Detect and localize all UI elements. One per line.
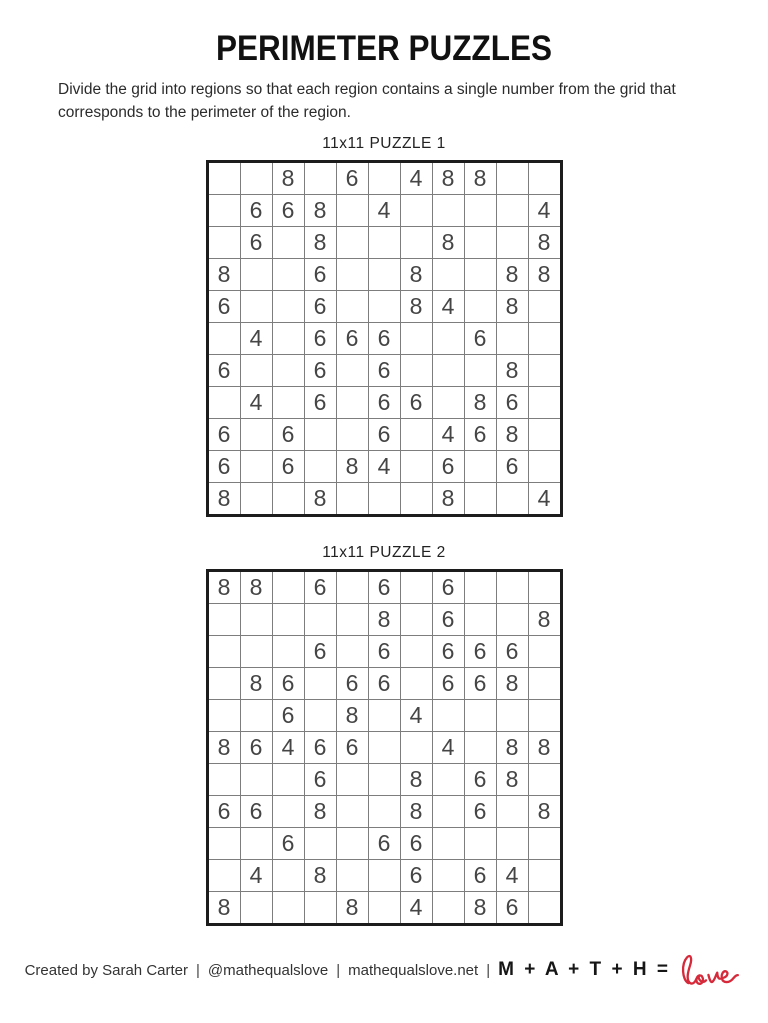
grid-cell-number: 6 <box>464 860 496 892</box>
grid-cell-empty <box>368 764 400 796</box>
grid-cell-empty <box>432 387 464 419</box>
grid-cell-empty <box>304 892 336 925</box>
grid-cell-number: 4 <box>272 732 304 764</box>
grid-cell-number: 8 <box>207 483 240 516</box>
grid-cell-empty <box>496 195 528 227</box>
grid-cell-number: 6 <box>304 764 336 796</box>
grid-cell-empty <box>400 571 432 604</box>
grid-cell-number: 8 <box>400 291 432 323</box>
grid-cell-number: 6 <box>432 451 464 483</box>
grid-cell-number: 4 <box>368 195 400 227</box>
grid-row <box>207 636 561 668</box>
grid-cell-empty <box>207 860 240 892</box>
puzzle-2-section <box>0 544 768 926</box>
grid-cell-empty <box>400 227 432 259</box>
grid-cell-number: 8 <box>496 419 528 451</box>
grid-cell-empty <box>272 860 304 892</box>
grid-cell-number: 6 <box>304 291 336 323</box>
grid-cell-empty <box>432 355 464 387</box>
grid-cell-number: 8 <box>207 892 240 925</box>
grid-cell-number: 8 <box>400 764 432 796</box>
grid-cell-empty <box>432 828 464 860</box>
separator: | <box>336 961 341 979</box>
grid-cell-number: 6 <box>240 732 272 764</box>
grid-cell-number: 8 <box>400 796 432 828</box>
grid-cell-number: 4 <box>400 700 432 732</box>
grid-cell-number: 6 <box>336 162 368 195</box>
grid-row <box>207 892 561 925</box>
grid-cell-number: 6 <box>432 636 464 668</box>
grid-cell-empty <box>400 668 432 700</box>
grid-cell-number: 6 <box>432 668 464 700</box>
grid-cell-number: 6 <box>304 323 336 355</box>
grid-cell-number: 8 <box>464 162 496 195</box>
grid-cell-empty <box>528 571 561 604</box>
grid-cell-empty <box>528 860 561 892</box>
grid-cell-number: 6 <box>207 291 240 323</box>
grid-cell-number: 4 <box>240 323 272 355</box>
grid-cell-number: 6 <box>272 700 304 732</box>
footer-credit-line <box>0 947 768 993</box>
grid-cell-number: 8 <box>304 195 336 227</box>
grid-cell-empty <box>400 451 432 483</box>
grid-cell-empty <box>336 604 368 636</box>
grid-cell-number: 6 <box>400 387 432 419</box>
grid-cell-number: 6 <box>368 387 400 419</box>
grid-cell-empty <box>207 700 240 732</box>
grid-cell-empty <box>496 604 528 636</box>
grid-cell-number: 8 <box>336 451 368 483</box>
grid-cell-number: 6 <box>304 387 336 419</box>
grid-cell-empty <box>400 732 432 764</box>
grid-row <box>207 387 561 419</box>
grid-cell-number: 8 <box>240 668 272 700</box>
grid-cell-number: 6 <box>432 604 464 636</box>
grid-cell-empty <box>240 828 272 860</box>
grid-row <box>207 483 561 516</box>
grid-cell-empty <box>272 796 304 828</box>
grid-cell-empty <box>207 828 240 860</box>
grid-cell-number: 8 <box>207 571 240 604</box>
grid-row <box>207 796 561 828</box>
grid-cell-empty <box>336 419 368 451</box>
grid-cell-number: 6 <box>368 636 400 668</box>
grid-cell-number: 6 <box>304 636 336 668</box>
grid-cell-number: 6 <box>240 195 272 227</box>
grid-row <box>207 259 561 291</box>
grid-cell-empty <box>368 162 400 195</box>
grid-cell-empty <box>368 227 400 259</box>
grid-cell-empty <box>496 796 528 828</box>
grid-cell-empty <box>336 764 368 796</box>
grid-cell-number: 6 <box>207 451 240 483</box>
grid-cell-number: 8 <box>528 604 561 636</box>
grid-cell-empty <box>207 323 240 355</box>
grid-cell-empty <box>464 259 496 291</box>
grid-cell-empty <box>336 387 368 419</box>
grid-cell-number: 8 <box>432 227 464 259</box>
grid-cell-number: 6 <box>207 796 240 828</box>
grid-cell-empty <box>464 483 496 516</box>
social-handle: @mathequalslove <box>207 961 329 979</box>
grid-cell-empty <box>432 259 464 291</box>
grid-cell-empty <box>336 355 368 387</box>
grid-cell-number: 6 <box>304 571 336 604</box>
grid-cell-empty <box>496 323 528 355</box>
grid-cell-number: 6 <box>336 732 368 764</box>
grid-cell-number: 8 <box>368 604 400 636</box>
grid-row <box>207 419 561 451</box>
grid-row <box>207 323 561 355</box>
grid-cell-number: 6 <box>272 668 304 700</box>
grid-cell-empty <box>528 419 561 451</box>
grid-cell-number: 6 <box>368 828 400 860</box>
grid-cell-number: 6 <box>464 796 496 828</box>
grid-cell-empty <box>464 227 496 259</box>
grid-cell-empty <box>464 828 496 860</box>
grid-cell-empty <box>464 195 496 227</box>
grid-cell-number: 4 <box>368 451 400 483</box>
grid-cell-number: 6 <box>400 828 432 860</box>
grid-cell-empty <box>400 195 432 227</box>
grid-cell-number: 8 <box>528 227 561 259</box>
grid-cell-empty <box>336 259 368 291</box>
love-letter-o <box>697 975 707 984</box>
grid-cell-empty <box>272 571 304 604</box>
puzzle-1-grid <box>206 160 563 517</box>
grid-cell-empty <box>207 636 240 668</box>
separator: | <box>486 961 491 979</box>
grid-cell-empty <box>368 860 400 892</box>
grid-cell-number: 6 <box>368 668 400 700</box>
grid-cell-empty <box>272 764 304 796</box>
grid-row <box>207 764 561 796</box>
grid-row <box>207 195 561 227</box>
grid-cell-number: 6 <box>464 323 496 355</box>
grid-cell-empty <box>400 323 432 355</box>
grid-row <box>207 604 561 636</box>
instructions-text: Divide the grid into regions so that each region contains a single number from the grid that corresponds to the perimeter of the region. <box>58 80 676 121</box>
math-equals-love-equation: M + A + T + H = <box>498 959 671 980</box>
grid-cell-empty <box>528 700 561 732</box>
grid-cell-number: 6 <box>272 451 304 483</box>
grid-cell-empty <box>528 828 561 860</box>
credit-text: Created by Sarah Carter <box>24 961 188 979</box>
grid-cell-empty <box>496 227 528 259</box>
grid-cell-empty <box>336 483 368 516</box>
grid-cell-number: 6 <box>272 195 304 227</box>
grid-cell-number: 6 <box>368 355 400 387</box>
love-letter-l <box>683 956 697 984</box>
grid-cell-empty <box>368 483 400 516</box>
grid-cell-empty <box>464 604 496 636</box>
grid-cell-number: 8 <box>528 732 561 764</box>
grid-cell-number: 6 <box>336 668 368 700</box>
grid-cell-empty <box>272 355 304 387</box>
grid-cell-number: 4 <box>240 860 272 892</box>
grid-row <box>207 162 561 195</box>
grid-cell-number: 6 <box>207 419 240 451</box>
grid-cell-number: 6 <box>496 636 528 668</box>
grid-cell-number: 8 <box>496 764 528 796</box>
grid-cell-number: 6 <box>368 323 400 355</box>
grid-cell-empty <box>496 483 528 516</box>
love-letter-e <box>722 971 739 983</box>
grid-cell-empty <box>272 323 304 355</box>
grid-cell-empty <box>368 796 400 828</box>
grid-cell-empty <box>528 636 561 668</box>
grid-cell-empty <box>432 796 464 828</box>
grid-cell-empty <box>207 668 240 700</box>
grid-cell-empty <box>464 291 496 323</box>
grid-cell-empty <box>272 387 304 419</box>
grid-cell-number: 8 <box>304 227 336 259</box>
grid-cell-number: 6 <box>464 636 496 668</box>
grid-cell-empty <box>368 732 400 764</box>
grid-row <box>207 571 561 604</box>
grid-cell-empty <box>528 387 561 419</box>
grid-cell-number: 6 <box>432 571 464 604</box>
grid-cell-number: 6 <box>496 451 528 483</box>
grid-cell-empty <box>240 604 272 636</box>
grid-cell-empty <box>432 323 464 355</box>
grid-cell-number: 8 <box>496 668 528 700</box>
grid-cell-empty <box>240 451 272 483</box>
grid-cell-empty <box>240 892 272 925</box>
grid-cell-empty <box>368 291 400 323</box>
grid-cell-number: 6 <box>240 227 272 259</box>
grid-row <box>207 291 561 323</box>
grid-cell-number: 6 <box>207 355 240 387</box>
grid-cell-empty <box>496 828 528 860</box>
grid-row <box>207 860 561 892</box>
grid-cell-empty <box>304 700 336 732</box>
grid-cell-number: 6 <box>304 259 336 291</box>
grid-cell-number: 8 <box>496 355 528 387</box>
grid-cell-empty <box>400 483 432 516</box>
grid-cell-empty <box>464 451 496 483</box>
grid-cell-empty <box>368 700 400 732</box>
grid-cell-number: 8 <box>336 892 368 925</box>
grid-row <box>207 668 561 700</box>
grid-cell-empty <box>304 419 336 451</box>
grid-cell-empty <box>336 571 368 604</box>
grid-cell-number: 8 <box>432 162 464 195</box>
grid-cell-empty <box>272 227 304 259</box>
grid-cell-empty <box>272 636 304 668</box>
grid-cell-number: 4 <box>432 291 464 323</box>
grid-cell-empty <box>272 291 304 323</box>
puzzle-1-caption: 11x11 PUZZLE 1 <box>322 135 446 152</box>
grid-cell-empty <box>272 892 304 925</box>
grid-cell-empty <box>304 604 336 636</box>
grid-cell-empty <box>528 291 561 323</box>
grid-cell-number: 6 <box>240 796 272 828</box>
love-letter-v <box>709 973 721 983</box>
grid-cell-empty <box>336 227 368 259</box>
grid-cell-empty <box>272 604 304 636</box>
grid-cell-empty <box>368 892 400 925</box>
grid-cell-number: 8 <box>272 162 304 195</box>
love-script-logo <box>679 953 743 993</box>
grid-cell-number: 4 <box>432 732 464 764</box>
grid-cell-number: 6 <box>464 764 496 796</box>
grid-cell-number: 6 <box>496 892 528 925</box>
grid-cell-empty <box>528 764 561 796</box>
grid-cell-empty <box>496 571 528 604</box>
grid-row <box>207 355 561 387</box>
grid-cell-empty <box>240 291 272 323</box>
grid-cell-empty <box>464 571 496 604</box>
puzzle-1-section <box>0 135 768 517</box>
grid-row <box>207 700 561 732</box>
grid-cell-empty <box>464 355 496 387</box>
grid-cell-empty <box>528 355 561 387</box>
grid-cell-empty <box>336 291 368 323</box>
puzzle-2-caption: 11x11 PUZZLE 2 <box>322 544 446 561</box>
website-text: mathequalslove.net <box>348 961 479 979</box>
grid-cell-empty <box>207 227 240 259</box>
grid-cell-number: 6 <box>400 860 432 892</box>
grid-cell-empty <box>368 259 400 291</box>
grid-cell-number: 8 <box>240 571 272 604</box>
grid-cell-number: 6 <box>272 828 304 860</box>
grid-cell-number: 4 <box>240 387 272 419</box>
grid-cell-empty <box>496 162 528 195</box>
grid-cell-empty <box>304 668 336 700</box>
grid-cell-number: 4 <box>528 483 561 516</box>
grid-cell-empty <box>496 700 528 732</box>
grid-cell-empty <box>207 604 240 636</box>
grid-cell-empty <box>528 668 561 700</box>
grid-cell-number: 8 <box>496 259 528 291</box>
grid-cell-empty <box>272 259 304 291</box>
grid-cell-number: 8 <box>304 796 336 828</box>
grid-cell-empty <box>464 732 496 764</box>
grid-row <box>207 451 561 483</box>
grid-cell-empty <box>432 892 464 925</box>
grid-cell-number: 8 <box>400 259 432 291</box>
grid-cell-number: 8 <box>496 732 528 764</box>
grid-cell-empty <box>304 162 336 195</box>
grid-cell-number: 6 <box>272 419 304 451</box>
grid-cell-number: 4 <box>400 162 432 195</box>
grid-cell-empty <box>240 419 272 451</box>
grid-cell-empty <box>464 700 496 732</box>
grid-cell-empty <box>272 483 304 516</box>
grid-cell-empty <box>240 355 272 387</box>
separator: | <box>196 961 200 979</box>
grid-cell-number: 8 <box>207 732 240 764</box>
grid-cell-number: 4 <box>400 892 432 925</box>
grid-cell-number: 6 <box>336 323 368 355</box>
grid-cell-number: 4 <box>528 195 561 227</box>
grid-cell-number: 8 <box>464 387 496 419</box>
grid-cell-number: 8 <box>336 700 368 732</box>
grid-cell-empty <box>240 483 272 516</box>
grid-cell-empty <box>432 764 464 796</box>
grid-cell-empty <box>336 860 368 892</box>
grid-cell-empty <box>304 828 336 860</box>
grid-cell-empty <box>240 700 272 732</box>
grid-cell-empty <box>432 700 464 732</box>
grid-cell-empty <box>432 860 464 892</box>
grid-cell-number: 6 <box>464 419 496 451</box>
grid-cell-empty <box>432 195 464 227</box>
grid-cell-empty <box>207 764 240 796</box>
grid-cell-number: 4 <box>496 860 528 892</box>
grid-cell-empty <box>207 195 240 227</box>
grid-cell-empty <box>240 259 272 291</box>
grid-cell-number: 6 <box>464 668 496 700</box>
grid-cell-empty <box>336 636 368 668</box>
grid-cell-empty <box>207 162 240 195</box>
grid-cell-number: 8 <box>528 259 561 291</box>
grid-cell-number: 6 <box>368 419 400 451</box>
puzzle-2-grid <box>206 569 563 926</box>
grid-cell-number: 6 <box>304 355 336 387</box>
grid-cell-empty <box>528 162 561 195</box>
grid-cell-empty <box>336 828 368 860</box>
grid-cell-empty <box>207 387 240 419</box>
grid-cell-empty <box>400 419 432 451</box>
grid-cell-empty <box>336 796 368 828</box>
worksheet-page <box>0 30 768 1023</box>
grid-cell-empty <box>304 451 336 483</box>
grid-cell-number: 8 <box>496 291 528 323</box>
grid-cell-empty <box>400 604 432 636</box>
page-title: PERIMETER PUZZLES <box>215 29 553 68</box>
grid-cell-empty <box>400 355 432 387</box>
grid-cell-number: 4 <box>432 419 464 451</box>
grid-row <box>207 732 561 764</box>
grid-cell-number: 8 <box>464 892 496 925</box>
grid-cell-number: 8 <box>432 483 464 516</box>
grid-cell-number: 8 <box>304 860 336 892</box>
grid-cell-empty <box>528 323 561 355</box>
grid-cell-empty <box>528 892 561 925</box>
grid-cell-empty <box>240 162 272 195</box>
grid-cell-empty <box>240 764 272 796</box>
grid-cell-number: 6 <box>368 571 400 604</box>
grid-cell-number: 8 <box>304 483 336 516</box>
grid-cell-number: 8 <box>207 259 240 291</box>
grid-cell-empty <box>336 195 368 227</box>
grid-row <box>207 828 561 860</box>
grid-cell-empty <box>400 636 432 668</box>
grid-cell-empty <box>528 451 561 483</box>
grid-cell-empty <box>240 636 272 668</box>
grid-cell-number: 8 <box>528 796 561 828</box>
grid-cell-number: 6 <box>304 732 336 764</box>
grid-row <box>207 227 561 259</box>
grid-cell-number: 6 <box>496 387 528 419</box>
